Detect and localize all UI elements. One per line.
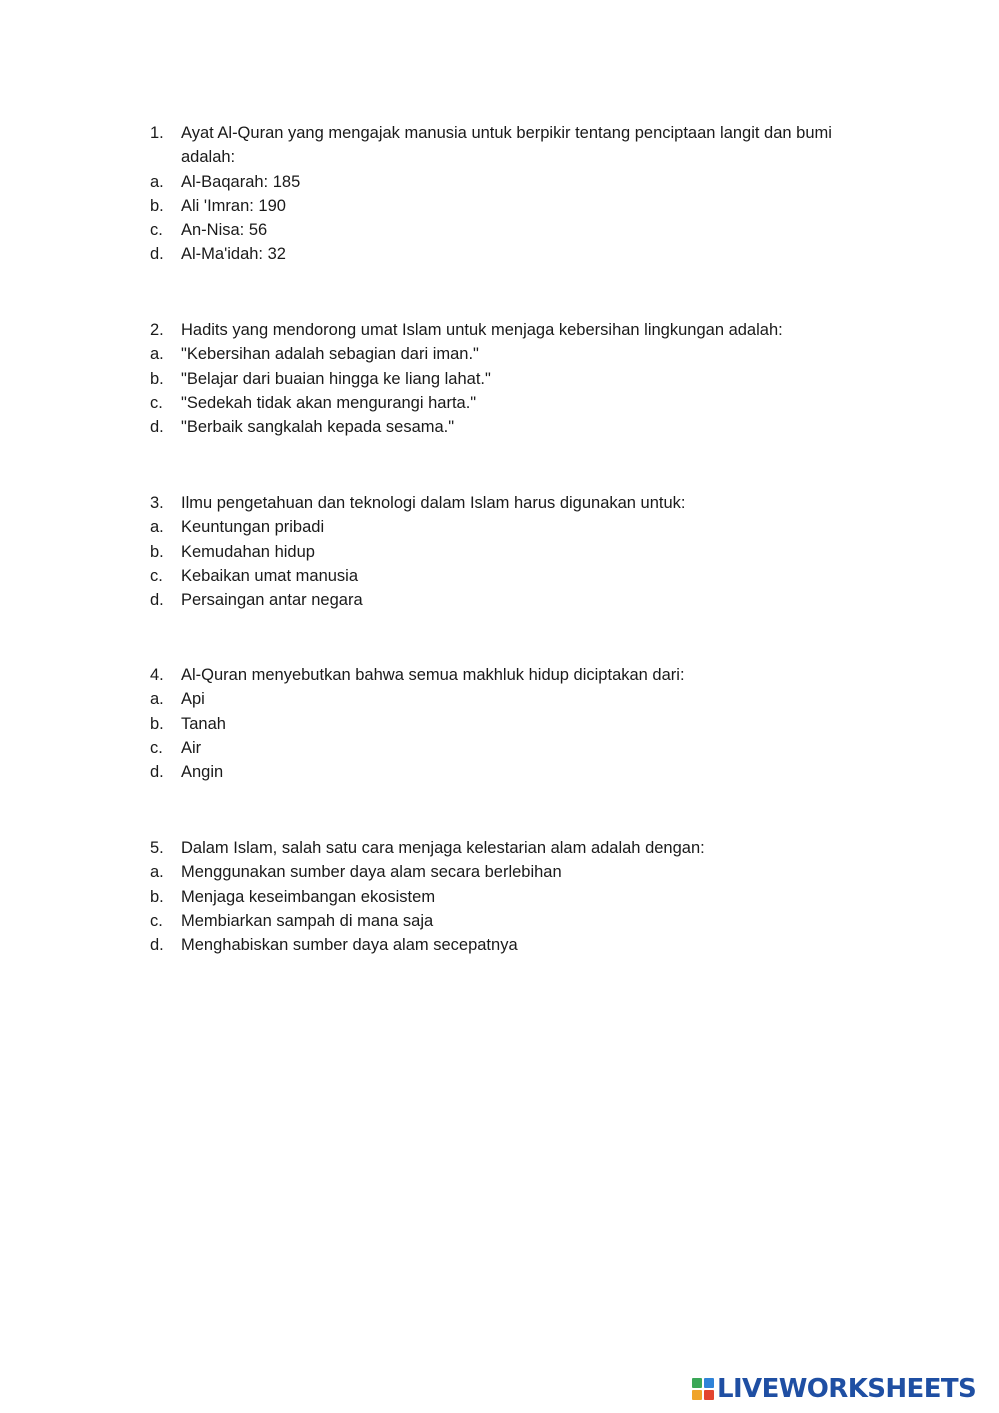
option-text: Keuntungan pribadi — [181, 518, 325, 537]
option-text: "Belajar dari buaian hingga ke liang lahat." — [181, 369, 491, 388]
question-number: 5. — [150, 839, 164, 857]
question-text: Ayat Al-Quran yang mengajak manusia untuk berpikir tentang penciptaan langit dan bumi adalah: — [181, 124, 832, 167]
option-letter: c. — [150, 393, 163, 412]
option-text: An-Nisa: 56 — [181, 221, 268, 240]
option-text: Angin — [181, 763, 224, 782]
option-text: Air — [181, 738, 202, 757]
question-text: Al-Quran menyebutkan bahwa semua makhluk hidup diciptakan dari: — [181, 666, 685, 684]
question-stem — [150, 491, 870, 515]
question-stem — [150, 121, 870, 170]
question-stem — [150, 318, 870, 342]
question-2 — [150, 318, 870, 439]
option-text: "Berbaik sangkalah kepada sesama." — [181, 418, 455, 437]
option-letter: c. — [150, 911, 163, 930]
option-c[interactable] — [150, 909, 870, 933]
option-c[interactable] — [150, 736, 870, 760]
option-b[interactable] — [150, 194, 870, 218]
option-text: Kemudahan hidup — [181, 542, 315, 561]
option-letter: d. — [150, 591, 164, 610]
option-b[interactable] — [150, 367, 870, 391]
option-text: Tanah — [181, 714, 226, 733]
option-letter: c. — [150, 221, 163, 240]
option-letter: d. — [150, 418, 164, 437]
question-text: Hadits yang mendorong umat Islam untuk menjaga kebersihan lingkungan adalah: — [181, 321, 783, 339]
question-3 — [150, 491, 870, 612]
option-c[interactable] — [150, 391, 870, 415]
option-text: Menggunakan sumber daya alam secara berlebihan — [181, 863, 562, 882]
question-stem — [150, 663, 870, 687]
option-letter: b. — [150, 196, 164, 215]
option-text: "Sedekah tidak akan mengurangi harta." — [181, 393, 477, 412]
option-text: Menjaga keseimbangan ekosistem — [181, 887, 436, 906]
option-letter: d. — [150, 245, 164, 264]
option-text: "Kebersihan adalah sebagian dari iman." — [181, 345, 479, 364]
question-number: 1. — [150, 124, 164, 142]
option-letter: a. — [150, 345, 164, 364]
question-5 — [150, 836, 870, 957]
option-b[interactable] — [150, 885, 870, 909]
option-text: Al-Baqarah: 185 — [181, 172, 301, 191]
liveworksheets-branding[interactable] — [692, 1374, 976, 1404]
option-a[interactable] — [150, 170, 870, 194]
option-a[interactable] — [150, 515, 870, 539]
question-4 — [150, 663, 870, 784]
brand-name: LIVEWORKSHEETS — [717, 1374, 977, 1404]
question-stem — [150, 836, 870, 860]
option-d[interactable] — [150, 933, 870, 957]
question-number: 4. — [150, 666, 164, 684]
option-letter: b. — [150, 542, 164, 561]
option-a[interactable] — [150, 860, 870, 884]
option-text: Ali 'Imran: 190 — [181, 196, 286, 215]
option-d[interactable] — [150, 415, 870, 439]
option-a[interactable] — [150, 342, 870, 366]
question-1 — [150, 121, 870, 267]
question-number: 2. — [150, 321, 164, 339]
option-b[interactable] — [150, 712, 870, 736]
option-letter: c. — [150, 566, 163, 585]
option-letter: d. — [150, 936, 164, 955]
question-text: Dalam Islam, salah satu cara menjaga kelestarian alam adalah dengan: — [181, 839, 705, 857]
option-letter: a. — [150, 518, 164, 537]
option-text: Membiarkan sampah di mana saja — [181, 911, 434, 930]
option-text: Menghabiskan sumber daya alam secepatnya — [181, 936, 518, 955]
option-letter: d. — [150, 763, 164, 782]
option-text: Kebaikan umat manusia — [181, 566, 359, 585]
option-letter: a. — [150, 172, 164, 191]
option-letter: a. — [150, 690, 164, 709]
option-d[interactable] — [150, 588, 870, 612]
option-c[interactable] — [150, 218, 870, 242]
option-text: Persaingan antar negara — [181, 591, 363, 610]
question-text: Ilmu pengetahuan dan teknologi dalam Islam harus digunakan untuk: — [181, 494, 686, 512]
question-number: 3. — [150, 494, 164, 512]
option-a[interactable] — [150, 687, 870, 711]
option-letter: c. — [150, 738, 163, 757]
option-c[interactable] — [150, 564, 870, 588]
option-d[interactable] — [150, 242, 870, 266]
liveworksheets-logo-icon — [692, 1378, 714, 1400]
option-letter: b. — [150, 887, 164, 906]
option-text: Al-Ma'idah: 32 — [181, 245, 286, 264]
option-text: Api — [181, 690, 205, 709]
option-letter: b. — [150, 714, 164, 733]
option-letter: a. — [150, 863, 164, 882]
option-d[interactable] — [150, 760, 870, 784]
option-letter: b. — [150, 369, 164, 388]
option-b[interactable] — [150, 540, 870, 564]
